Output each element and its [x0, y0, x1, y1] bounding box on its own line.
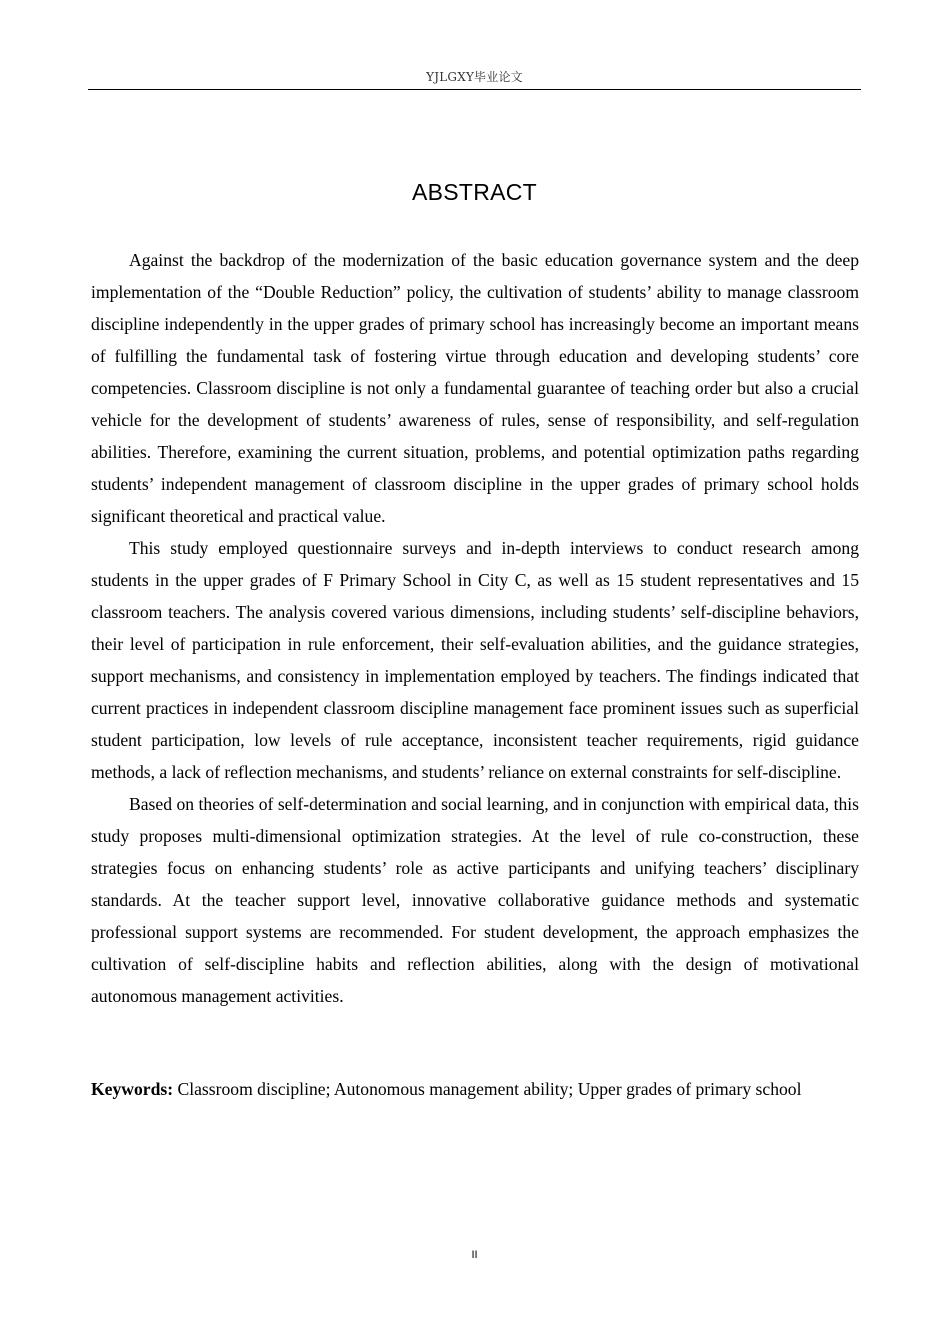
- running-header: YJLGXY毕业论文: [426, 70, 523, 84]
- abstract-body: [91, 244, 859, 1012]
- keywords-line: [91, 1073, 863, 1105]
- abstract-paragraph-2: This study employed questionnaire surveys and in-depth interviews to conduct research among students in the upper grades of F Primary School in City C, as well as 15 student representatives and 15 classroom teachers. The analysis covered various dimensions, including students’ self-discipline behaviors, their level of participation in rule enforcement, their self-evaluation abilities, and the guidance strategies, support mechanisms, and consistency in implementation employed by teachers. The findings indicated that current practices in independent classroom discipline management face prominent issues such as superficial student participation, low levels of rule acceptance, inconsistent teacher requirements, rigid guidance methods, a lack of reflection mechanisms, and students’ reliance on external constraints for self-discipline.: [91, 538, 859, 782]
- header-rule: [88, 89, 861, 90]
- page-number: II: [471, 1249, 478, 1261]
- abstract-paragraph-3: Based on theories of self-determination and social learning, and in conjunction with empirical data, this study proposes multi-dimensional optimization strategies. At the level of rule co-construction, these strategies focus on enhancing students’ role as active participants and unifying teachers’ disciplinary standards. At the teacher support level, innovative collaborative guidance methods and systematic professional support systems are recommended. For student development, the approach emphasizes the cultivation of self-discipline habits and reflection abilities, along with the design of motivational autonomous management activities.: [91, 794, 859, 1006]
- abstract-title: ABSTRACT: [411, 179, 538, 205]
- abstract-paragraph-1: Against the backdrop of the modernization of the basic education governance system and the deep implementation of the “Double Reduction” policy, the cultivation of students’ ability to manage classroom discipline independently in the upper grades of primary school has increasingly become an important means of fulfilling the fundamental task of fostering virtue through education and developing students’ core competencies. Classroom discipline is not only a fundamental guarantee of teaching order but also a crucial vehicle for the development of students’ awareness of rules, sense of responsibility, and self-regulation abilities. Therefore, examining the current situation, problems, and potential optimization paths regarding students’ independent management of classroom discipline in the upper grades of primary school holds significant theoretical and practical value.: [91, 250, 859, 526]
- keywords-label: Keywords:: [91, 1079, 174, 1099]
- keywords-text: Classroom discipline; Autonomous management ability; Upper grades of primary school: [177, 1079, 802, 1099]
